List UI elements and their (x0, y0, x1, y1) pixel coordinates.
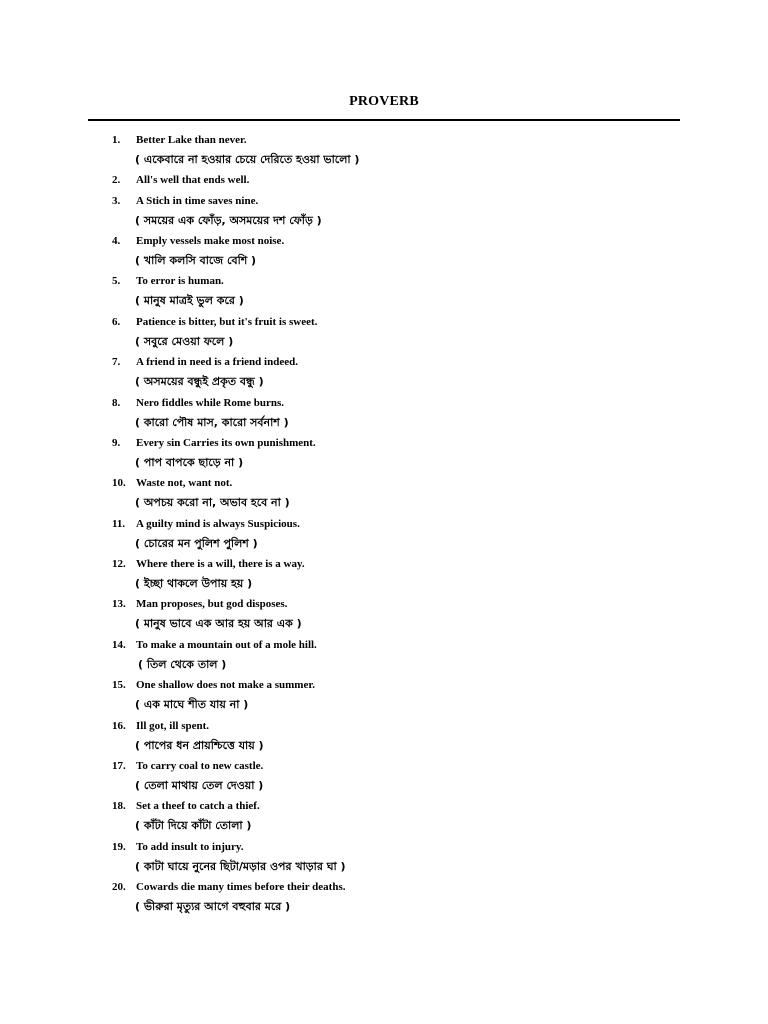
list-item (0, 132, 768, 172)
proverb-bengali: ( পাপের ধন প্রায়শ্চিত্তে যায় ) (135, 738, 264, 752)
list-item (0, 637, 768, 677)
proverb-english: One shallow does not make a summer. (136, 679, 315, 692)
list-item (0, 193, 768, 233)
proverb-bengali: ( মানুষ ভাবে এক আর হয় আর এক ) (135, 617, 302, 631)
proverb-english: To carry coal to new castle. (136, 760, 264, 773)
proverb-bengali: ( তিল থেকে তাল ) (138, 657, 227, 671)
proverb-english: Cowards die many times before their deaths. (136, 881, 346, 894)
list-item (0, 677, 768, 717)
proverb-english: A friend in need is a friend indeed. (136, 356, 298, 369)
proverb-english: Nero fiddles while Rome burns. (136, 396, 284, 409)
list-item (0, 839, 768, 879)
proverb-list (0, 132, 768, 920)
item-number: 4. (112, 234, 121, 247)
proverb-bengali: ( কাঁটা দিয়ে কাঁটা তোলা ) (135, 819, 252, 833)
list-item (0, 354, 768, 394)
list-item (0, 314, 768, 354)
item-number: 14. (112, 638, 126, 651)
title-divider (88, 119, 680, 121)
proverb-bengali: ( ইচ্ছা থাকলে উপায় হয় ) (135, 577, 253, 591)
proverb-bengali: ( অসময়ের বন্ধুই প্রকৃত বন্ধু ) (135, 375, 264, 389)
proverb-english: Emply vessels make most noise. (136, 234, 285, 247)
list-item (0, 233, 768, 273)
item-number: 17. (112, 760, 126, 773)
item-number: 9. (112, 436, 121, 449)
list-item (0, 758, 768, 798)
list-item (0, 395, 768, 435)
list-item (0, 172, 768, 192)
proverb-english: To add insult to injury. (136, 840, 244, 853)
list-item (0, 596, 768, 636)
item-number: 1. (112, 134, 121, 146)
list-item (0, 475, 768, 515)
item-number: 20. (112, 881, 126, 894)
proverb-english: A Stich in time saves nine. (136, 194, 259, 207)
proverb-english: Better Lake than never. (136, 134, 247, 146)
proverb-english: Set a theef to catch a thief. (136, 800, 260, 813)
proverb-english: To error is human. (136, 275, 224, 288)
item-number: 12. (112, 558, 126, 571)
proverb-english: Every sin Carries its own punishment. (136, 436, 316, 449)
proverb-english: All's well that ends well. (136, 174, 250, 187)
list-item (0, 435, 768, 475)
item-number: 19. (112, 840, 126, 853)
proverb-bengali: ( কারো পৌষ মাস, কারো সর্বনাশ ) (135, 415, 289, 429)
proverb-english: Where there is a will, there is a way. (136, 558, 305, 571)
proverb-bengali: ( সময়ের এক ফোঁড়, অসময়ের দশ ফোঁড় ) (135, 213, 322, 227)
proverb-bengali: ( পাপ বাপকে ছাড়ে না ) (135, 455, 244, 469)
item-number: 7. (112, 356, 121, 369)
proverb-bengali: ( মানুষ মাত্রই ভুল করে ) (135, 294, 244, 308)
list-item (0, 273, 768, 313)
proverb-bengali: ( ভীরুরা মৃত্যুর আগে বহুবার মরে ) (135, 900, 291, 914)
proverb-bengali: ( এক মাঘে শীত যায় না ) (135, 698, 249, 712)
item-number: 6. (112, 315, 121, 328)
proverb-english: A guilty mind is always Suspicious. (136, 517, 300, 530)
proverb-english: Waste not, want not. (136, 477, 233, 490)
list-item (0, 879, 768, 919)
item-number: 13. (112, 598, 126, 611)
item-number: 3. (112, 194, 121, 207)
item-number: 10. (112, 477, 126, 490)
item-number: 2. (112, 174, 121, 187)
list-item (0, 556, 768, 596)
list-item (0, 798, 768, 838)
proverb-bengali: ( চোরের মন পুলিশ পুলিশ ) (135, 536, 258, 550)
item-number: 18. (112, 800, 126, 813)
item-number: 5. (112, 275, 121, 288)
proverb-bengali: ( অপচয় করো না, অভাব হবে না ) (135, 496, 290, 510)
list-item (0, 516, 768, 556)
item-number: 15. (112, 679, 126, 692)
proverb-english: Ill got, ill spent. (136, 719, 210, 732)
item-number: 11. (112, 517, 126, 530)
proverb-bengali: ( খালি কলসি বাজে বেশি ) (135, 253, 257, 267)
proverb-bengali: ( তেলা মাথায় তেল দেওয়া ) (135, 779, 264, 793)
proverb-bengali: ( সবুরে মেওয়া ফলে ) (135, 334, 234, 348)
proverb-english: Patience is bitter, but it's fruit is sweet. (136, 315, 318, 328)
list-item (0, 718, 768, 758)
item-number: 8. (112, 396, 121, 409)
item-number: 16. (112, 719, 126, 732)
proverb-english: To make a mountain out of a mole hill. (136, 638, 317, 651)
page-title: PROVERB (349, 94, 419, 109)
proverb-bengali: ( কাটা ঘায়ে নুনের ছিটা/মড়ার ওপর খাড়ার ঘা ) (135, 859, 346, 873)
proverb-english: Man proposes, but god disposes. (136, 598, 288, 611)
proverb-bengali: ( একেবারে না হওয়ার চেয়ে দেরিতে হওয়া ভালো ) (135, 153, 360, 166)
